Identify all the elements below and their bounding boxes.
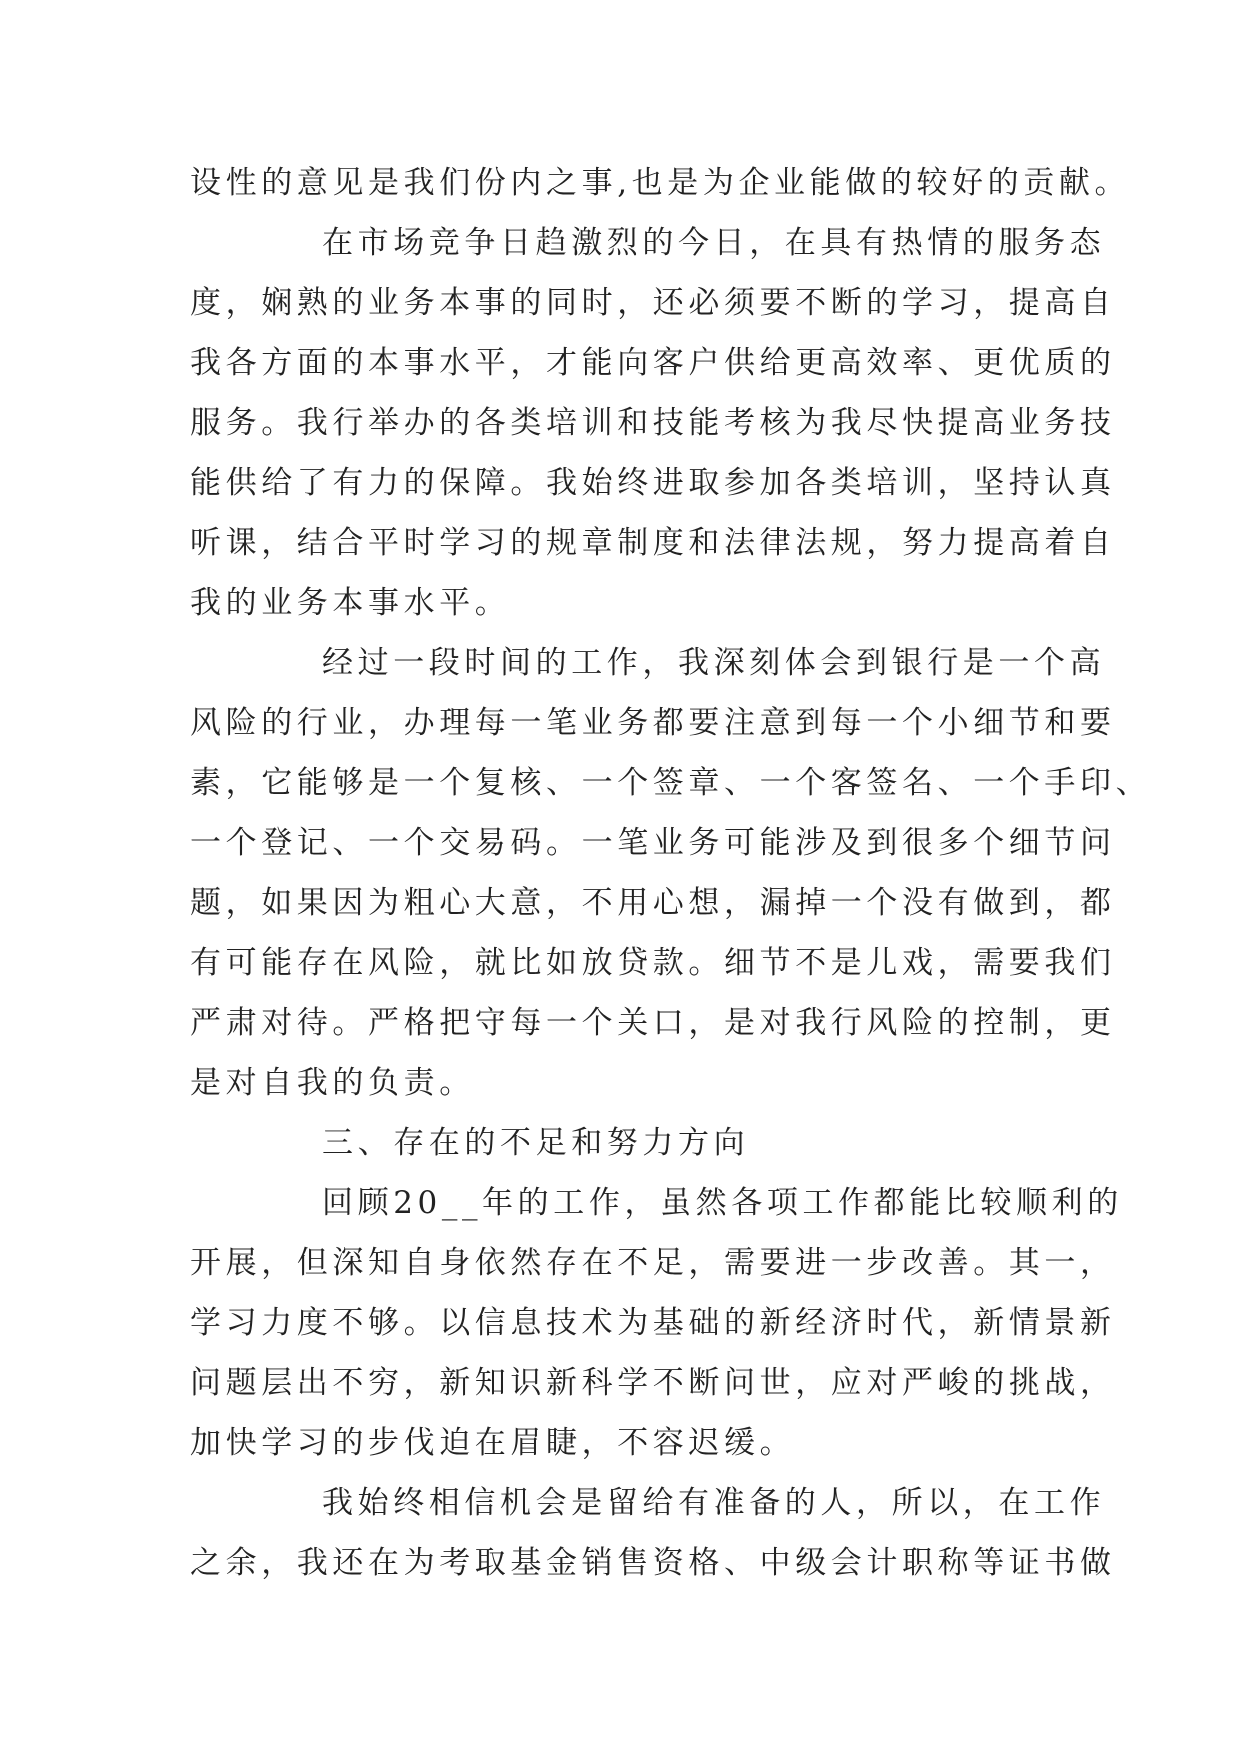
text-line: 题，如果因为粗心大意，不用心想，漏掉一个没有做到，都 — [190, 885, 1116, 921]
text-line: 我的业务本事水平。 — [190, 585, 511, 621]
paragraph-first-line: 经过一段时间的工作，我深刻体会到银行是一个高 — [322, 645, 1106, 681]
text-line: 听课，结合平时学习的规章制度和法律法规，努力提高着自 — [190, 525, 1116, 561]
text-line: 服务。我行举办的各类培训和技能考核为我尽快提高业务技 — [190, 405, 1116, 441]
text-line: 设性的意见是我们份内之事,也是为企业能做的较好的贡献。 — [190, 165, 1131, 201]
text-line: 学习力度不够。以信息技术为基础的新经济时代，新情景新 — [190, 1305, 1116, 1341]
text-line: 风险的行业，办理每一笔业务都要注意到每一个小细节和要 — [190, 705, 1116, 741]
text-line: 我各方面的本事水平，才能向客户供给更高效率、更优质的 — [190, 345, 1116, 381]
text-line: 一个登记、一个交易码。一笔业务可能涉及到很多个细节问 — [190, 825, 1116, 861]
text-line: 之余，我还在为考取基金销售资格、中级会计职称等证书做 — [190, 1545, 1116, 1581]
text-line: 是对自我的负责。 — [190, 1065, 475, 1101]
text-line: 有可能存在风险，就比如放贷款。细节不是儿戏，需要我们 — [190, 945, 1116, 981]
paragraph-first-line: 在市场竞争日趋激烈的今日，在具有热情的服务态 — [322, 225, 1106, 261]
section-heading: 三、存在的不足和努力方向 — [322, 1125, 750, 1161]
text-line: 开展，但深知自身依然存在不足，需要进一步改善。其一， — [190, 1245, 1116, 1281]
text-line: 素，它能够是一个复核、一个签章、一个客签名、一个手印、 — [190, 765, 1152, 801]
text-line: 能供给了有力的保障。我始终进取参加各类培训，坚持认真 — [190, 465, 1116, 501]
paragraph-first-line: 我始终相信机会是留给有准备的人，所以，在工作 — [322, 1485, 1106, 1521]
text-line: 度，娴熟的业务本事的同时，还必须要不断的学习，提高自 — [190, 285, 1116, 321]
text-line: 严肃对待。严格把守每一个关口，是对我行风险的控制，更 — [190, 1005, 1116, 1041]
paragraph-first-line: 回顾20__年的工作，虽然各项工作都能比较顺利的 — [322, 1185, 1123, 1221]
text-line: 加快学习的步伐迫在眉睫，不容迟缓。 — [190, 1425, 796, 1461]
text-line: 问题层出不穷，新知识新科学不断问世，应对严峻的挑战， — [190, 1365, 1116, 1401]
